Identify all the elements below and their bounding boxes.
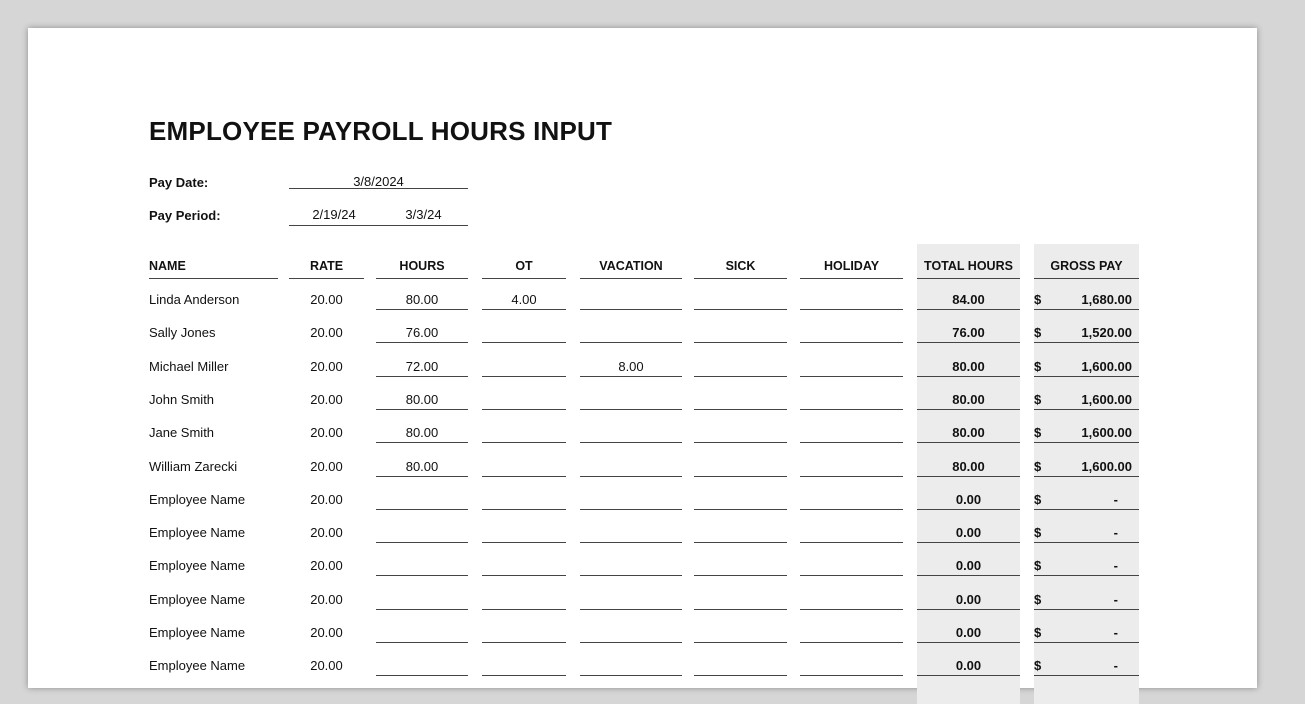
gross-pay-currency: $ — [1034, 390, 1139, 410]
vacation-cell[interactable] — [580, 290, 682, 310]
gross-pay-currency: $ — [1034, 457, 1139, 477]
vacation-cell[interactable]: 8.00 — [580, 357, 682, 377]
gross-pay-value: 1,600.00 — [1081, 425, 1132, 440]
rate-cell: 20.00 — [310, 592, 343, 607]
gross-pay-currency: $ — [1034, 357, 1139, 377]
rate-cell: 20.00 — [310, 292, 343, 307]
sick-cell[interactable] — [694, 323, 787, 343]
column-header-hours: HOURS — [376, 259, 468, 279]
sick-cell[interactable] — [694, 423, 787, 443]
name-cell: Employee Name — [149, 592, 246, 607]
sick-cell[interactable] — [694, 490, 787, 510]
gross-pay-value: 1,520.00 — [1081, 325, 1132, 340]
document-page — [28, 28, 1257, 688]
hours-cell[interactable] — [376, 490, 468, 510]
total-cell: 76.00 — [917, 323, 1020, 343]
gross-pay-currency: $ — [1034, 556, 1139, 576]
gross-pay-currency: $ — [1034, 423, 1139, 443]
hours-cell[interactable] — [376, 656, 468, 676]
gross-pay-value: - — [1113, 592, 1118, 607]
gross-pay-value: 1,680.00 — [1081, 292, 1132, 307]
total-cell: 0.00 — [917, 623, 1020, 643]
pay-period-label: Pay Period: — [149, 208, 221, 223]
hours-cell[interactable]: 72.00 — [376, 357, 468, 377]
total-cell: 80.00 — [917, 390, 1020, 410]
holiday-cell[interactable] — [800, 590, 903, 610]
total-cell: 0.00 — [917, 523, 1020, 543]
column-header-ot: OT — [482, 259, 566, 279]
name-cell: Employee Name — [149, 525, 246, 540]
sick-cell[interactable] — [694, 623, 787, 643]
column-header-gross: GROSS PAY — [1034, 259, 1139, 279]
sick-cell[interactable] — [694, 390, 787, 410]
holiday-cell[interactable] — [800, 523, 903, 543]
ot-cell[interactable]: 4.00 — [482, 290, 566, 310]
rate-cell: 20.00 — [310, 425, 343, 440]
rate-cell: 20.00 — [310, 325, 343, 340]
vacation-cell[interactable] — [580, 623, 682, 643]
ot-cell[interactable] — [482, 357, 566, 377]
rate-cell: 20.00 — [310, 658, 343, 673]
total-cell: 80.00 — [917, 457, 1020, 477]
holiday-cell[interactable] — [800, 290, 903, 310]
holiday-cell[interactable] — [800, 656, 903, 676]
hours-cell[interactable] — [376, 556, 468, 576]
vacation-cell[interactable] — [580, 423, 682, 443]
gross-pay-value: - — [1113, 558, 1118, 573]
sick-cell[interactable] — [694, 556, 787, 576]
vacation-cell[interactable] — [580, 656, 682, 676]
gross-pay-value: - — [1113, 525, 1118, 540]
ot-cell[interactable] — [482, 323, 566, 343]
pay-period-end[interactable]: 3/3/24 — [405, 207, 442, 222]
ot-cell[interactable] — [482, 423, 566, 443]
total-cell: 0.00 — [917, 556, 1020, 576]
pay-date-value[interactable]: 3/8/2024 — [289, 174, 468, 189]
vacation-cell[interactable] — [580, 490, 682, 510]
hours-cell[interactable]: 80.00 — [376, 423, 468, 443]
gross-pay-value: 1,600.00 — [1081, 392, 1132, 407]
gross-pay-value: - — [1113, 658, 1118, 673]
holiday-cell[interactable] — [800, 357, 903, 377]
name-cell: Linda Anderson — [149, 292, 240, 307]
holiday-cell[interactable] — [800, 490, 903, 510]
gross-pay-currency: $ — [1034, 323, 1139, 343]
name-cell: Employee Name — [149, 658, 246, 673]
gross-pay-currency: $ — [1034, 623, 1139, 643]
holiday-cell[interactable] — [800, 423, 903, 443]
name-cell: Sally Jones — [149, 325, 216, 340]
column-header-holiday: HOLIDAY — [800, 259, 903, 279]
holiday-cell[interactable] — [800, 390, 903, 410]
hours-cell[interactable] — [376, 523, 468, 543]
column-header-name: NAME — [149, 259, 278, 279]
name-cell: Jane Smith — [149, 425, 215, 440]
gross-pay-currency: $ — [1034, 523, 1139, 543]
column-header-vacation: VACATION — [580, 259, 682, 279]
page-title: EMPLOYEE PAYROLL HOURS INPUT — [149, 116, 613, 146]
rate-cell: 20.00 — [310, 392, 343, 407]
gross-pay-currency: $ — [1034, 490, 1139, 510]
holiday-cell[interactable] — [800, 323, 903, 343]
ot-cell[interactable] — [482, 457, 566, 477]
name-cell: Employee Name — [149, 492, 246, 507]
sick-cell[interactable] — [694, 656, 787, 676]
holiday-cell[interactable] — [800, 623, 903, 643]
ot-cell[interactable] — [482, 390, 566, 410]
ot-cell[interactable] — [482, 490, 566, 510]
gross-pay-currency: $ — [1034, 656, 1139, 676]
column-header-sick: SICK — [694, 259, 787, 279]
ot-cell[interactable] — [482, 523, 566, 543]
hours-cell[interactable] — [376, 623, 468, 643]
ot-cell[interactable] — [482, 556, 566, 576]
hours-cell[interactable]: 80.00 — [376, 390, 468, 410]
gross-pay-currency: $ — [1034, 290, 1139, 310]
rate-cell: 20.00 — [310, 558, 343, 573]
name-cell: Employee Name — [149, 558, 246, 573]
vacation-cell[interactable] — [580, 523, 682, 543]
holiday-cell[interactable] — [800, 556, 903, 576]
vacation-cell[interactable] — [580, 390, 682, 410]
gross-pay-currency: $ — [1034, 590, 1139, 610]
rate-cell: 20.00 — [310, 625, 343, 640]
ot-cell[interactable] — [482, 590, 566, 610]
sick-cell[interactable] — [694, 457, 787, 477]
hours-cell[interactable]: 80.00 — [376, 290, 468, 310]
total-cell: 0.00 — [917, 490, 1020, 510]
total-cell: 80.00 — [917, 357, 1020, 377]
sick-cell[interactable] — [694, 590, 787, 610]
hours-cell[interactable]: 76.00 — [376, 323, 468, 343]
sick-cell[interactable] — [694, 290, 787, 310]
total-cell: 80.00 — [917, 423, 1020, 443]
name-cell: Michael Miller — [149, 359, 229, 374]
name-cell: Employee Name — [149, 625, 246, 640]
gross-pay-value: 1,600.00 — [1081, 359, 1132, 374]
sick-cell[interactable] — [694, 523, 787, 543]
vacation-cell[interactable] — [580, 457, 682, 477]
holiday-cell[interactable] — [800, 457, 903, 477]
rate-cell: 20.00 — [310, 359, 343, 374]
column-header-total: TOTAL HOURS — [917, 259, 1020, 279]
pay-period-start[interactable]: 2/19/24 — [312, 207, 356, 222]
sick-cell[interactable] — [694, 357, 787, 377]
ot-cell[interactable] — [482, 623, 566, 643]
pay-period-underline — [289, 225, 468, 226]
vacation-cell[interactable] — [580, 556, 682, 576]
total-cell: 0.00 — [917, 590, 1020, 610]
hours-cell[interactable]: 80.00 — [376, 457, 468, 477]
gross-pay-value: 1,600.00 — [1081, 459, 1132, 474]
rate-cell: 20.00 — [310, 492, 343, 507]
vacation-cell[interactable] — [580, 590, 682, 610]
name-cell: William Zarecki — [149, 459, 238, 474]
total-cell: 84.00 — [917, 290, 1020, 310]
hours-cell[interactable] — [376, 590, 468, 610]
pay-date-label: Pay Date: — [149, 175, 209, 190]
name-cell: John Smith — [149, 392, 215, 407]
ot-cell[interactable] — [482, 656, 566, 676]
gross-pay-value: - — [1113, 625, 1118, 640]
gross-pay-value: - — [1113, 492, 1118, 507]
rate-cell: 20.00 — [310, 459, 343, 474]
column-header-rate: RATE — [289, 259, 364, 279]
total-cell: 0.00 — [917, 656, 1020, 676]
vacation-cell[interactable] — [580, 323, 682, 343]
rate-cell: 20.00 — [310, 525, 343, 540]
